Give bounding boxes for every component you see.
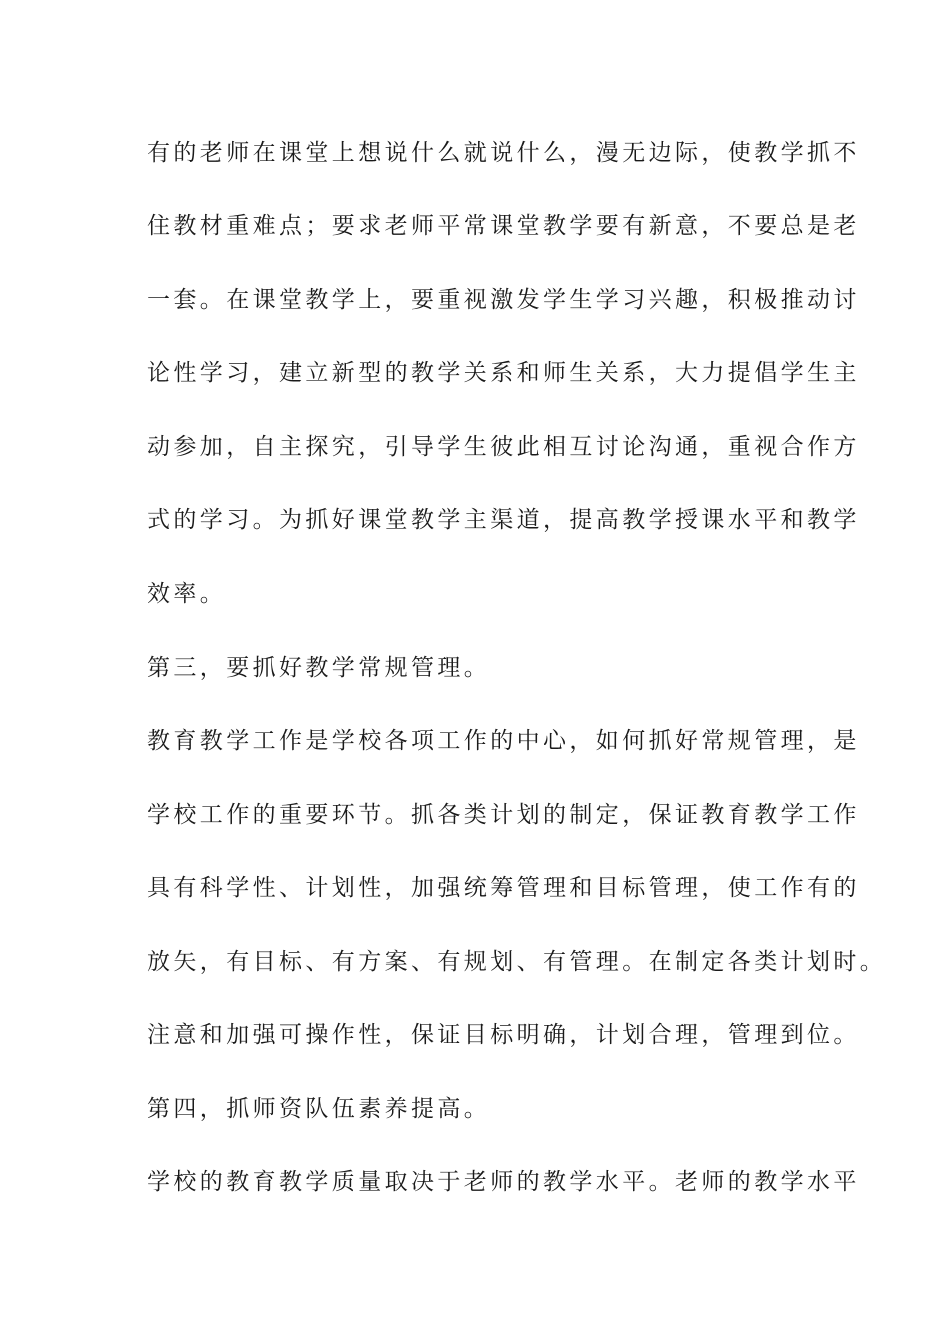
text-line: 有的老师在课堂上想说什么就说什么，漫无边际，使教学抓不 xyxy=(147,140,860,166)
text-line: 学校的教育教学质量取决于老师的教学水平。老师的教学水平 xyxy=(147,1169,860,1195)
text-line: 教育教学工作是学校各项工作的中心，如何抓好常规管理，是 xyxy=(147,728,860,754)
text-line: 式的学习。为抓好课堂教学主渠道，提高教学授课水平和教学 xyxy=(147,507,860,533)
text-line: 放矢，有目标、有方案、有规划、有管理。在制定各类计划时。 xyxy=(147,949,887,975)
text-line: 效率。 xyxy=(147,581,227,607)
text-line: 论性学习，建立新型的教学关系和师生关系，大力提倡学生主 xyxy=(147,360,860,386)
section-heading: 第四，抓师资队伍素养提高。 xyxy=(147,1096,491,1122)
section-heading: 第三，要抓好教学常规管理。 xyxy=(147,655,491,681)
text-line: 具有科学性、计划性，加强统筹管理和目标管理，使工作有的 xyxy=(147,875,860,901)
text-line: 动参加，自主探究，引导学生彼此相互讨论沟通，重视合作方 xyxy=(147,434,860,460)
text-line: 一套。在课堂教学上，要重视激发学生学习兴趣，积极推动讨 xyxy=(147,287,860,313)
text-line: 住教材重难点；要求老师平常课堂教学要有新意，不要总是老 xyxy=(147,213,860,239)
text-line: 学校工作的重要环节。抓各类计划的制定，保证教育教学工作 xyxy=(147,802,860,828)
text-line: 注意和加强可操作性，保证目标明确，计划合理，管理到位。 xyxy=(147,1022,860,1048)
